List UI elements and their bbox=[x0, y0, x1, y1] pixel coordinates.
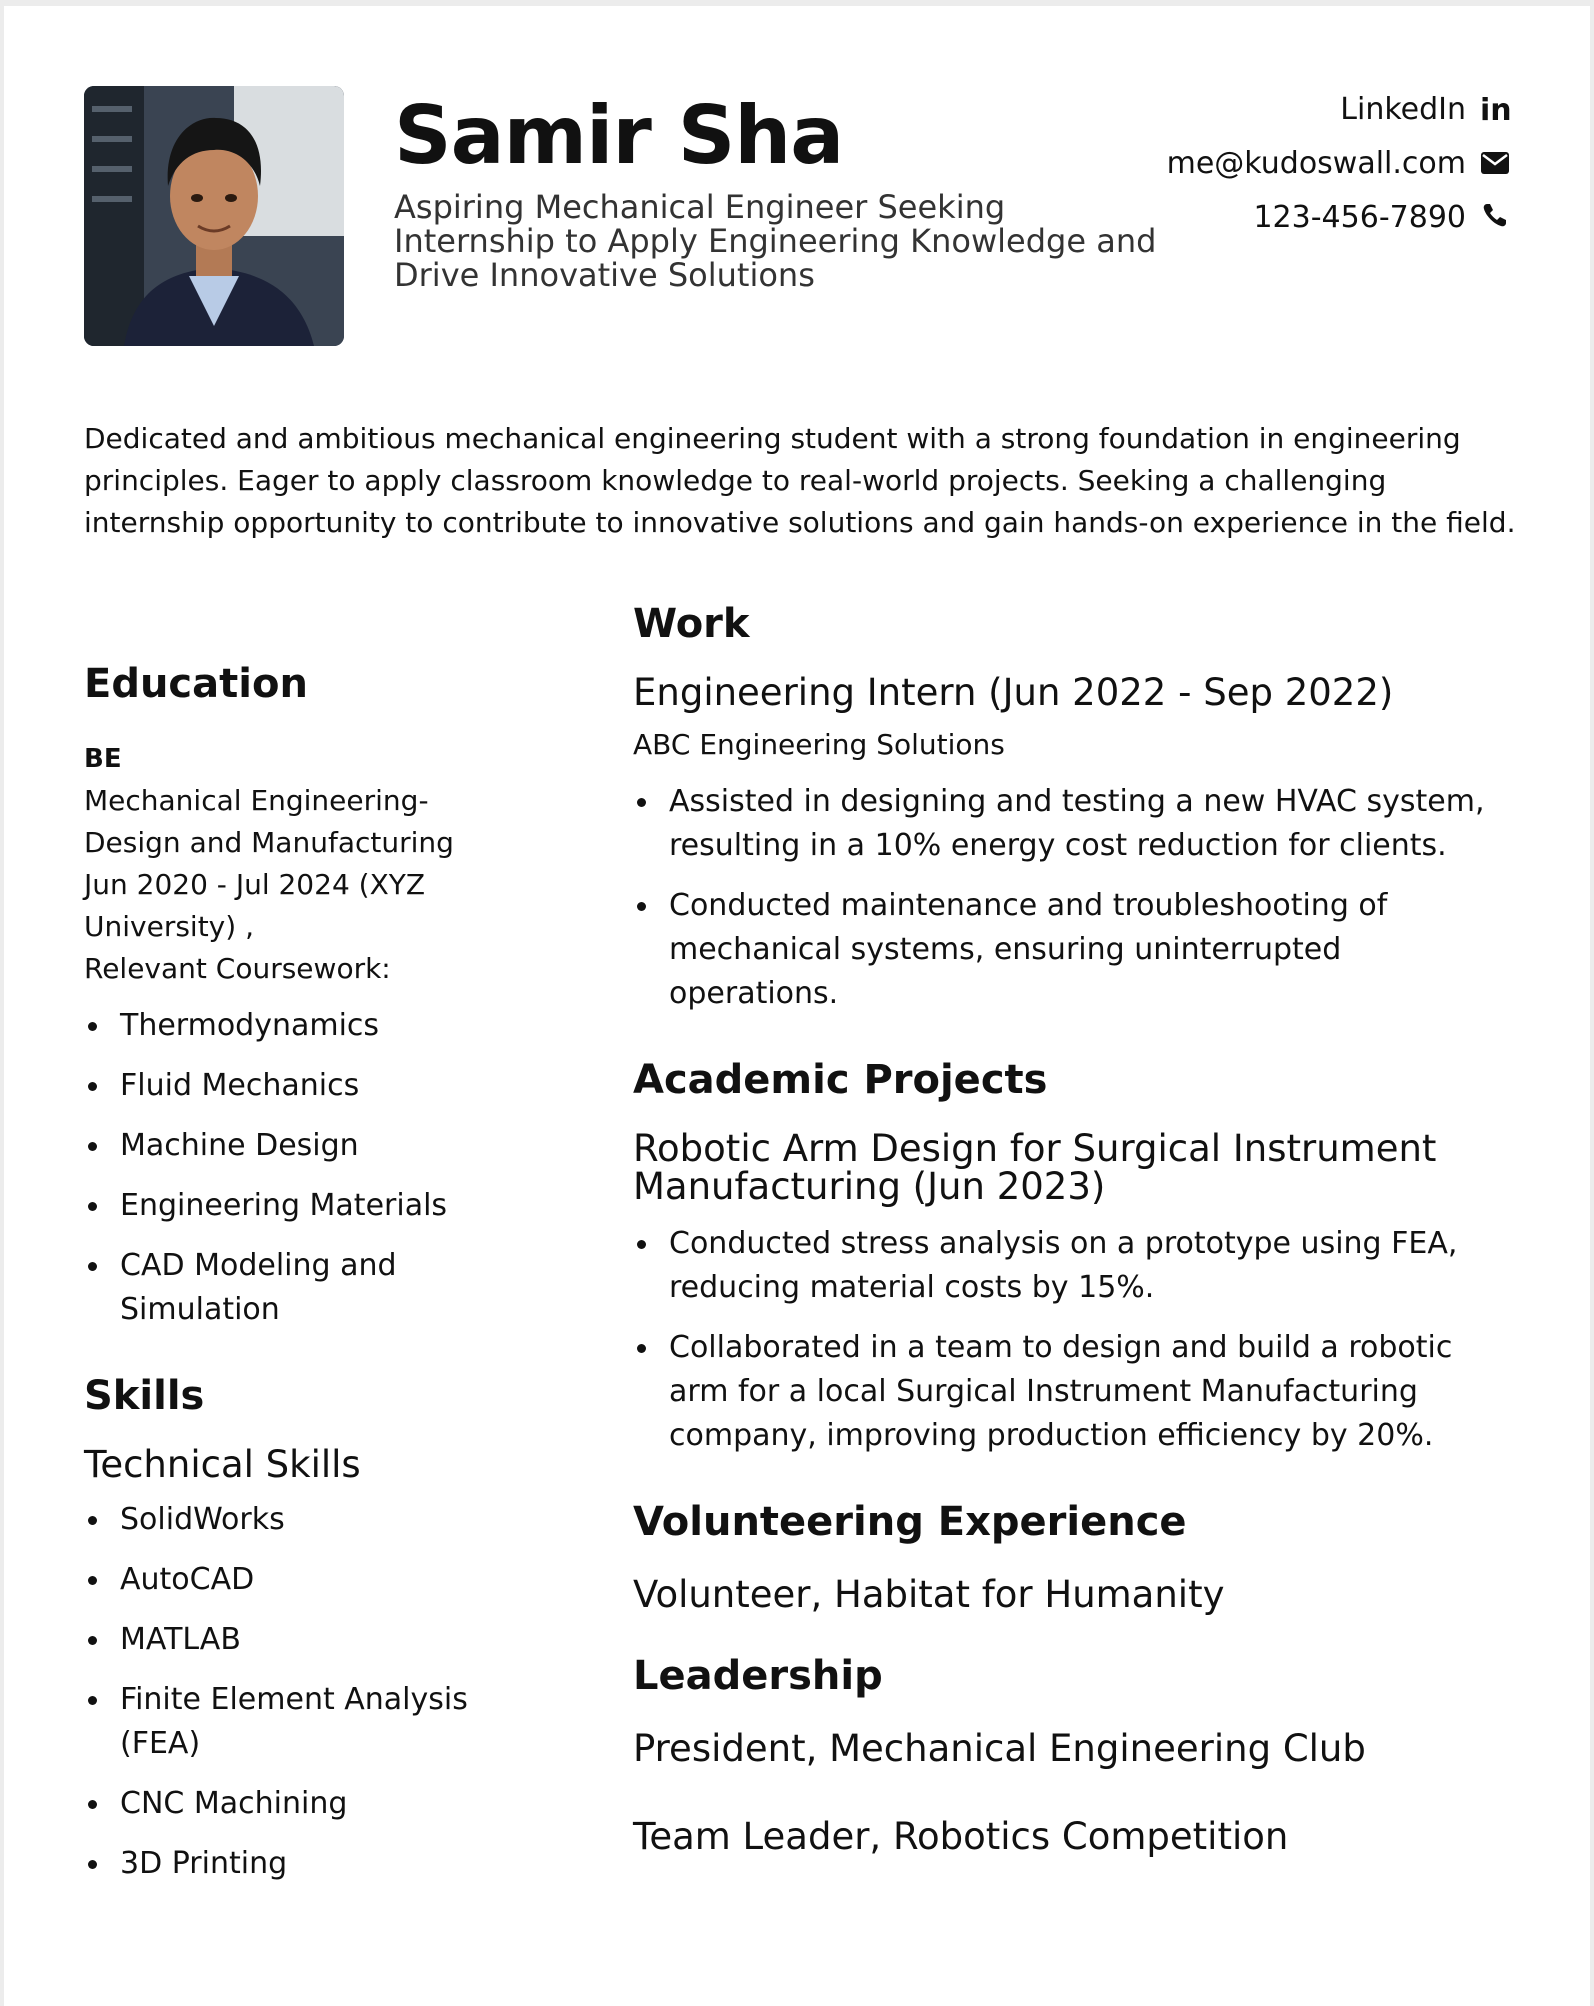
education-line-1: Mechanical Engineering- bbox=[84, 784, 429, 817]
contact-phone[interactable] bbox=[950, 198, 1510, 239]
list-item: CAD Modeling and Simulation bbox=[84, 1244, 450, 1332]
list-item: Assisted in designing and testing a new HVAC system, resulting in a 10% energy cost reduction for clients. bbox=[633, 780, 1513, 868]
list-item: MATLAB bbox=[84, 1618, 504, 1662]
list-item: SolidWorks bbox=[84, 1498, 504, 1542]
coursework-list bbox=[84, 1004, 504, 1332]
phone-icon bbox=[1480, 199, 1510, 239]
list-item: Engineering Materials bbox=[84, 1184, 504, 1228]
list-item: Machine Design bbox=[84, 1124, 504, 1168]
skills-heading: Skills bbox=[84, 1373, 205, 1419]
work-heading: Work bbox=[633, 601, 750, 647]
candidate-name: Samir Sha bbox=[394, 89, 844, 182]
education-line-2: Design and Manufacturing bbox=[84, 826, 454, 859]
contact-linkedin[interactable] bbox=[950, 90, 1510, 131]
project-title: Robotic Arm Design for Surgical Instrument Manufacturing (Jun 2023) bbox=[633, 1127, 1437, 1208]
list-item: 3D Printing bbox=[84, 1842, 504, 1886]
work-title: Engineering Intern (Jun 2022 - Sep 2022) bbox=[633, 671, 1394, 714]
linkedin-icon: in bbox=[1480, 92, 1512, 128]
list-item: AutoCAD bbox=[84, 1558, 504, 1602]
project-bullets bbox=[633, 1222, 1513, 1458]
email-label[interactable]: me@kudoswall.com bbox=[1166, 146, 1466, 181]
skills-list bbox=[84, 1498, 504, 1886]
education-line-3: Jun 2020 - Jul 2024 (XYZ bbox=[84, 868, 426, 901]
work-bullets bbox=[633, 780, 1513, 1016]
list-item: Collaborated in a team to design and build a robotic arm for a local Surgical Instrument Manufacturing company, improving production efficiency by 20%. bbox=[633, 1326, 1513, 1458]
right-column bbox=[633, 596, 1513, 1856]
list-item: Thermodynamics bbox=[84, 1004, 504, 1048]
education-line-5: Relevant Coursework: bbox=[84, 952, 391, 985]
candidate-tagline: Aspiring Mechanical Engineer Seeking Internship to Apply Engineering Knowledge and Drive Innovative Solutions bbox=[394, 188, 1157, 294]
leadership-heading: Leadership bbox=[633, 1653, 883, 1699]
professional-summary: Dedicated and ambitious mechanical engineering student with a strong foundation in engineering principles. Eager to apply classroom knowledge to real-world projects. Seeking a challenging internship opportunity to contribute to innovative solutions and gain hands-on experience in the field. bbox=[84, 422, 1516, 539]
projects-heading: Academic Projects bbox=[633, 1057, 1048, 1103]
profile-photo bbox=[84, 86, 344, 346]
leadership-item: Team Leader, Robotics Competition bbox=[633, 1815, 1289, 1858]
education-line-4: University) , bbox=[84, 910, 254, 943]
left-column bbox=[84, 656, 504, 1902]
degree: BE bbox=[84, 744, 122, 774]
portrait-image bbox=[84, 86, 344, 346]
volunteering-item: Volunteer, Habitat for Humanity bbox=[633, 1573, 1225, 1616]
volunteering-heading: Volunteering Experience bbox=[633, 1499, 1187, 1545]
list-item: Finite Element Analysis (FEA) bbox=[84, 1678, 480, 1766]
education-heading: Education bbox=[84, 661, 308, 707]
resume-page bbox=[4, 6, 1590, 2006]
linkedin-label[interactable]: LinkedIn bbox=[1340, 92, 1466, 127]
list-item: Fluid Mechanics bbox=[84, 1064, 504, 1108]
list-item: Conducted maintenance and troubleshooting of mechanical systems, ensuring uninterrupted operations. bbox=[633, 884, 1429, 1016]
phone-label[interactable]: 123-456-7890 bbox=[1253, 200, 1466, 235]
leadership-item: President, Mechanical Engineering Club bbox=[633, 1727, 1366, 1770]
envelope-icon bbox=[1480, 145, 1510, 185]
work-company: ABC Engineering Solutions bbox=[633, 728, 1005, 761]
technical-skills-subheading: Technical Skills bbox=[84, 1443, 361, 1486]
contact-email[interactable] bbox=[950, 144, 1510, 185]
list-item: Conducted stress analysis on a prototype using FEA, reducing material costs by 15%. bbox=[633, 1222, 1513, 1310]
list-item: CNC Machining bbox=[84, 1782, 504, 1826]
